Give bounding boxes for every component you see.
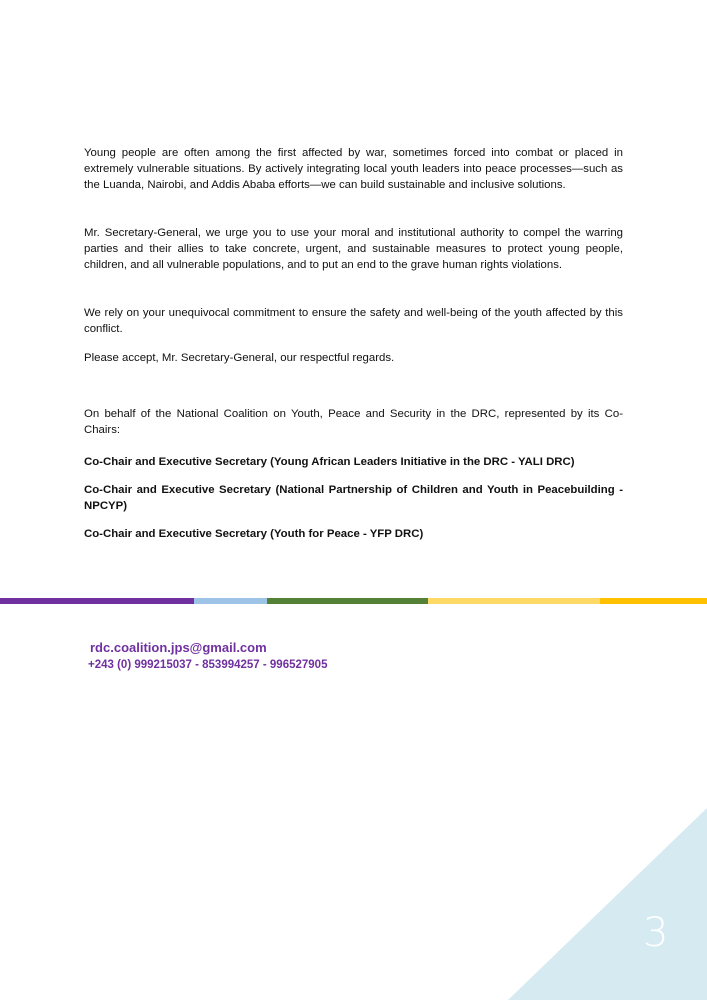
paragraph-urge: Mr. Secretary-General, we urge you to use your moral and institutional authority to compel the warring parties and their allies to take concrete, urgent, and sustainable measures to protect young people, children, and all vulnerable populations, and to put an end to the grave human rights violations. (84, 227, 623, 271)
color-bar-light-blue (194, 598, 267, 604)
contact-phones: +243 (0) 999215037 - 853994257 - 996527905 (88, 659, 328, 671)
signatory-yfp: Co-Chair and Executive Secretary (Youth for Peace - YFP DRC) (84, 528, 424, 540)
corner-triangle-decoration (508, 808, 707, 1000)
color-bar-gold (600, 598, 707, 604)
color-bar-purple (0, 598, 194, 604)
color-bar-green (267, 598, 428, 604)
signatory-yali: Co-Chair and Executive Secretary (Young African Leaders Initiative in the DRC - YALI DRC) (84, 456, 575, 468)
paragraph-youth-affected: Young people are often among the first affected by war, sometimes forced into combat or placed in extremely vulnerable situations. By actively integrating local youth leaders into peace processes—such as the Luanda, Nairobi, and Addis Ababa efforts—we can build sustainable and inclusive solutions. (84, 147, 623, 191)
paragraph-commitment: We rely on your unequivocal commitment to ensure the safety and well-being of the youth affected by this conflict. (84, 307, 623, 335)
paragraph-regards: Please accept, Mr. Secretary-General, our respectful regards. (84, 352, 395, 364)
page-number: 3 (643, 910, 669, 956)
signatory-npcyp: Co-Chair and Executive Secretary (National Partnership of Children and Youth in Peacebuilding - NPCYP) (84, 484, 623, 512)
color-bar-light-yellow (428, 598, 600, 604)
contact-email: rdc.coalition.jps@gmail.com (90, 640, 267, 655)
paragraph-behalf: On behalf of the National Coalition on Youth, Peace and Security in the DRC, represented by its Co-Chairs: (84, 408, 623, 436)
